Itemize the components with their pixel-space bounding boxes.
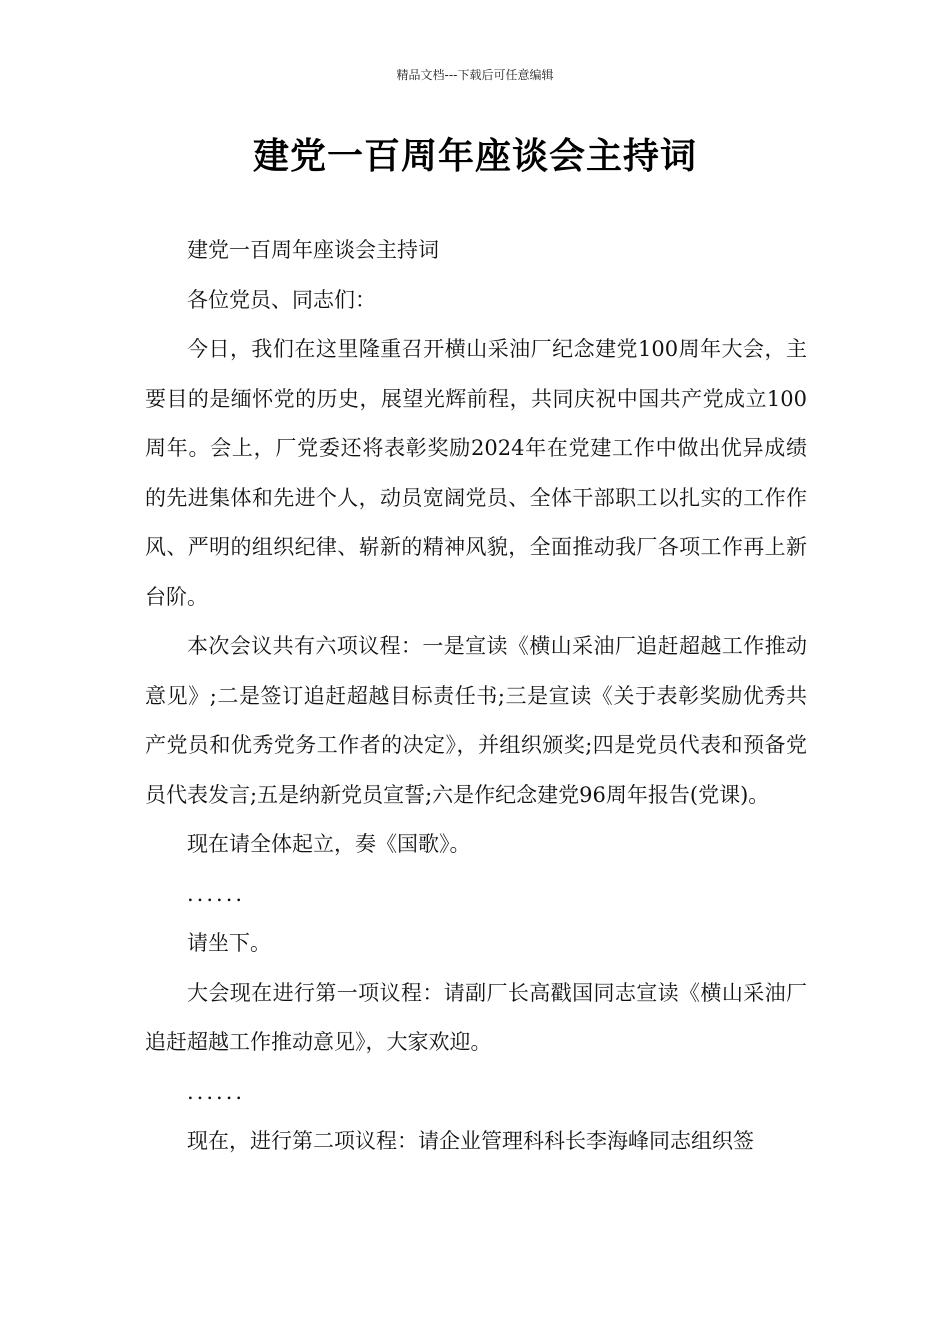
paragraph-anthem: 现在请全体起立，奏《国歌》。: [187, 832, 471, 856]
paragraph-agenda-item-1: 大会现在进行第一项议程：请副厂长高戳国同志宣读《横山采油厂追赶超越工作推动意见》，大家欢迎。: [145, 980, 807, 1054]
paragraph-ellipsis: ......: [187, 881, 246, 906]
paragraph-ellipsis: ......: [187, 1079, 246, 1104]
paragraph-subtitle: 建党一百周年座谈会主持词: [187, 238, 439, 262]
paragraph-agenda: 本次会议共有六项议程：一是宣读《横山采油厂追赶超越工作推动意见》;二是签订追赶超越目标责任书;三是宣读《关于表彰奖励优秀共产党员和优秀党务工作者的决定》，并组织颁奖;四是党员代表和预备党员代表发言;五是纳新党员宣誓;六是作纪念建党96周年报告(党课)。: [145, 634, 807, 807]
header-note: 精品文档---下载后可任意编辑: [396, 68, 554, 82]
paragraph-agenda-item-2: 现在，进行第二项议程：请企业管理科科长李海峰同志组织签: [187, 1129, 754, 1153]
document-body: [145, 226, 807, 1167]
document-title: 建党一百周年座谈会主持词: [252, 136, 697, 177]
paragraph-opening: 今日，我们在这里隆重召开横山采油厂纪念建党100周年大会，主要目的是缅怀党的历史，展望光辉前程，共同庆祝中国共产党成立100周年。会上，厂党委还将表彰奖励2024年在党建工作中做出优异成绩的先进集体和先进个人，动员宽阔党员、全体干部职工以扎实的工作作风、严明的组织纪律、崭新的精神风貌，全面推动我厂各项工作再上新台阶。: [145, 337, 807, 609]
paragraph-salutation: 各位党员、同志们：: [187, 287, 376, 312]
paragraph-sit-down: 请坐下。: [187, 931, 271, 955]
